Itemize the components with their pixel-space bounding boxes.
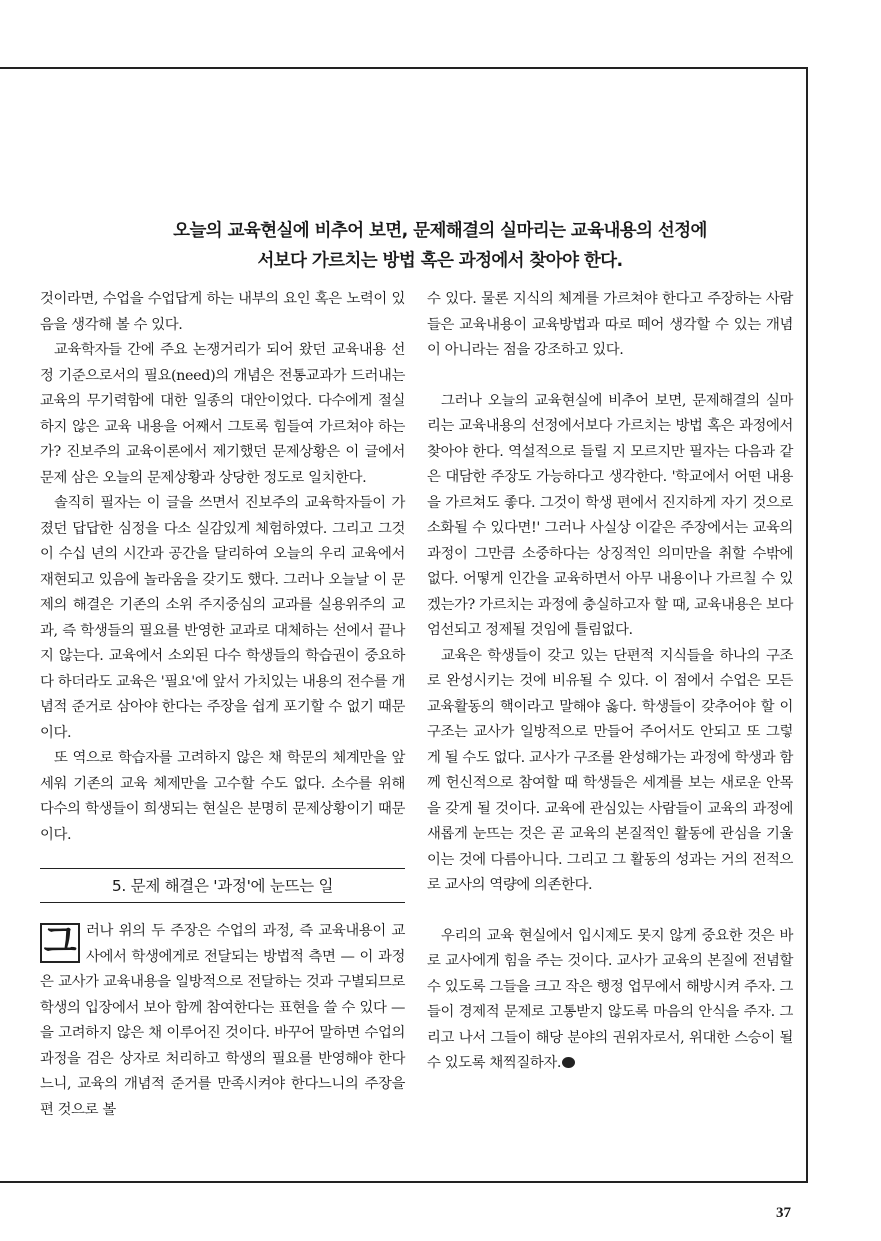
left-paragraph-3: 솔직히 필자는 이 글을 쓰면서 진보주의 교육학자들이 가졌던 답답한 심정을 다소 실감있게 체험하였다. 그리고 그것이 수십 년의 시간과 공간을 달리하여 오늘의 우리 교육에서 재현되고 있음에 놀라움을 갖기도 했다. 그러나 오늘날 이 문제의 해결은 기존의 소위 주지중심의 교과를 실용위주의 교과, 즉 학생들의 필요를 반영한 교과로 대체하는 선에서 끝나지 않는다. 교육에서 소외된 다수 학생들의 학습권이 중요하다 하더라도 교육은 '필요'에 앞서 가치있는 내용의 전수를 개념적 준거로 삼아야 한다는 주장을 쉽게 포기할 수 없기 때문이다. xyxy=(40,495,405,741)
top-border-rule xyxy=(0,67,808,69)
right-border-rule xyxy=(806,67,808,1182)
paragraph-gap xyxy=(427,899,793,924)
section-heading: 5. 문제 해결은 '과정'에 눈뜨는 일 xyxy=(40,868,405,903)
right-paragraph-2: 그러나 오늘의 교육현실에 비추어 보면, 문제해결의 실마리는 교육내용의 선정에서보다 가르치는 방법 혹은 과정에서 찾아야 한다. 역설적으로 들릴 지 모르지만 필자는 다음과 같은 대담한 주장도 가능하다고 생각한다. '학교에서 어떤 내용을 가르쳐도 좋다. 그것이 학생 편에서 진지하게 자기 것으로 소화될 수 있다면!' 그러나 사실상 이같은 주장에서는 교육의 과정이 그만큼 소중하다는 상징적인 의미만을 취할 수밖에 없다. 어떻게 인간을 교육하면서 아무 내용이나 가르칠 수 있겠는가? 가르치는 과정에 충실하고자 할 때, 교육내용은 보다 엄선되고 정제될 것임에 틀림없다. xyxy=(427,392,793,638)
pull-quote-line-2: 서보다 가르치는 방법 혹은 과정에서 찾아야 한다. xyxy=(257,251,623,271)
left-paragraph-5: 러나 위의 두 주장은 수업의 과정, 즉 교육내용이 교사에서 학생에게로 전달되는 방법적 측면 — 이 과정은 교사가 교육내용을 일방적으로 전달하는 것과 구별되므로 학생의 입장에서 보아 함께 참여한다는 표현을 쓸 수 있다 — 을 고려하지 않은 채 이루어진 것이다. 바꾸어 말하면 수업의 과정을 검은 상자로 처리하고 학생의 필요를 반영해야 한다느니, 교육의 개념적 준거를 만족시켜야 한다느니의 주장을 편 것으로 볼 xyxy=(40,923,405,1118)
right-paragraph-1: 수 있다. 물론 지식의 체계를 가르쳐야 한다고 주장하는 사람들은 교육내용이 교육방법과 따로 떼어 생각할 수 있는 개념이 아니라는 점을 강조하고 있다. xyxy=(427,291,793,358)
bottom-border-rule xyxy=(0,1181,808,1183)
end-mark-icon xyxy=(562,1057,575,1068)
page-number: 37 xyxy=(776,1205,791,1221)
paragraph-gap xyxy=(427,364,793,389)
pull-quote xyxy=(90,216,790,276)
left-column xyxy=(40,287,405,1123)
left-paragraph-2: 교육학자들 간에 주요 논쟁거리가 되어 왔던 교육내용 선정 기준으로서의 필요(need)의 개념은 전통교과가 드러내는 교육의 무기력함에 대한 일종의 대안이었다. 다수에게 절실하지 않은 교육 내용을 어째서 그토록 힘들여 가르쳐야 하는가? 진보주의 교육이론에서 제기했던 문제상황은 이 글에서 문제 삼은 오늘의 문제상황과 상당한 정도로 일치한다. xyxy=(40,342,405,486)
left-paragraph-4: 또 역으로 학습자를 고려하지 않은 채 학문의 체계만을 앞세워 기존의 교육 체제만을 고수할 수도 없다. 소수를 위해 다수의 학생들이 희생되는 현실은 분명히 문제상황이기 때문이다. xyxy=(40,750,405,843)
right-paragraph-3: 교육은 학생들이 갖고 있는 단편적 지식들을 하나의 구조로 완성시키는 것에 비유될 수 있다. 이 점에서 수업은 모든 교육활동의 핵이라고 말해야 옳다. 학생들이 갖추어야 할 이 구조는 교사가 일방적으로 만들어 주어서도 안되고 또 그렇게 될 수도 없다. 교사가 구조를 완성해가는 과정에 학생과 함께 헌신적으로 참여할 때 학생들은 세계를 보는 새로운 안목을 갖게 될 것이다. 교육에 관심있는 사람들이 교육의 과정에 새롭게 눈뜨는 것은 곧 교육의 본질적인 활동에 관심을 기울이는 것에 다름아니다. 그리고 그 활동의 성과는 거의 전적으로 교사의 역량에 의존한다. xyxy=(427,647,793,893)
right-paragraph-4: 우리의 교육 현실에서 입시제도 못지 않게 중요한 것은 바로 교사에게 힘을 주는 것이다. 교사가 교육의 본질에 전념할 수 있도록 그들을 크고 작은 행정 업무에서 해방시켜 주자. 그들이 경제적 문제로 고통받지 않도록 마음의 안식을 주자. 그리고 나서 그들이 해당 분야의 권위자로서, 위대한 스승이 될 수 있도록 채찍질하자. xyxy=(427,927,793,1071)
pull-quote-line-1: 오늘의 교육현실에 비추어 보면, 문제해결의 실마리는 교육내용의 선정에 xyxy=(173,221,707,241)
right-column xyxy=(427,287,793,1077)
left-paragraph-1: 것이라면, 수업을 수업답게 하는 내부의 요인 혹은 노력이 있음을 생각해 볼 수 있다. xyxy=(40,291,405,333)
drop-cap-paragraph xyxy=(40,919,405,1123)
right-paragraph-4-wrap xyxy=(427,924,793,1077)
drop-cap: 그 xyxy=(40,923,80,963)
